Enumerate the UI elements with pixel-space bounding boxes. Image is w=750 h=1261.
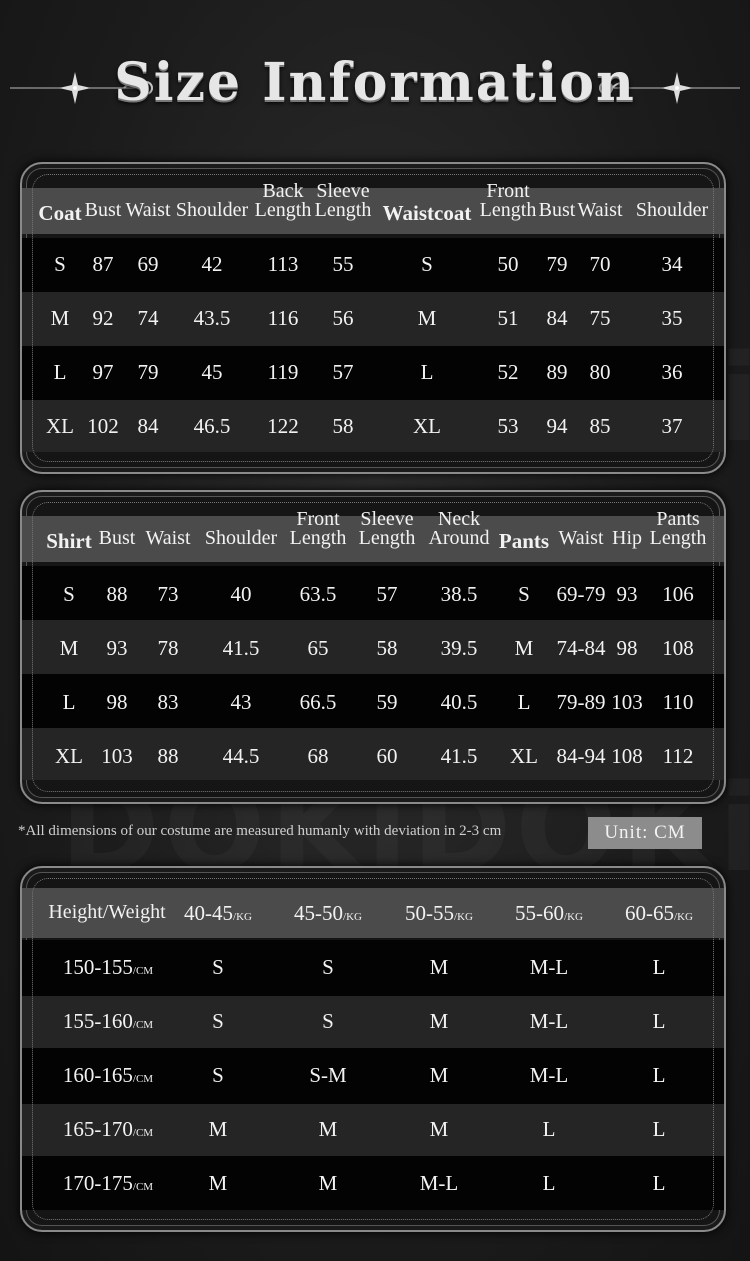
table-label: Coat <box>38 201 82 225</box>
size-cell: S <box>322 1009 334 1033</box>
column-header: Shoulder <box>204 527 278 549</box>
table-cell: 43 <box>230 690 252 714</box>
size-cell: M <box>208 1117 228 1141</box>
table-cell: 119 <box>267 360 299 384</box>
table-cell: 80 <box>589 360 611 384</box>
table-cell: 110 <box>662 690 694 714</box>
table-cell: 83 <box>157 690 179 714</box>
table-cell: 40 <box>230 582 252 606</box>
size-cell: M <box>429 1063 449 1087</box>
table-cell: 40.5 <box>440 690 478 714</box>
table-cell: L <box>420 360 434 384</box>
corner-label: Height/Weight <box>48 901 166 923</box>
table-cell: 34 <box>661 252 683 276</box>
table-cell: 70 <box>589 252 611 276</box>
table-cell: 69 <box>137 252 159 276</box>
table-cell: M <box>50 306 70 330</box>
size-cell: L <box>652 1063 666 1087</box>
size-cell: S <box>212 955 224 979</box>
table-cell: 60 <box>376 744 398 768</box>
weight-unit: /KG <box>233 911 252 923</box>
column-header-top: Sleeve <box>360 508 414 530</box>
size-cell: M <box>429 1117 449 1141</box>
table-cell: 39.5 <box>440 636 478 660</box>
height-range: 150-155 <box>62 955 133 979</box>
table-cell: 68 <box>307 744 329 768</box>
weight-header <box>515 901 583 926</box>
table-cell: 57 <box>376 582 398 606</box>
table-cell: 59 <box>376 690 398 714</box>
column-header: Hip <box>612 527 642 549</box>
table-cell: 108 <box>611 744 643 768</box>
column-header-top: Front <box>296 508 340 530</box>
table-cell: S <box>63 582 75 606</box>
table-cell: 56 <box>332 306 354 330</box>
table-cell: 89 <box>546 360 568 384</box>
weight-header <box>625 901 693 926</box>
table-cell: 74-84 <box>556 636 606 660</box>
size-cell: S-M <box>309 1063 347 1087</box>
table-row <box>22 292 724 346</box>
table-cell: 84-94 <box>556 744 606 768</box>
size-cell: M-L <box>419 1171 459 1195</box>
table-cell: 108 <box>662 636 694 660</box>
column-header: Length <box>289 527 347 549</box>
table-cell: S <box>421 252 433 276</box>
weight-unit: /KG <box>343 911 362 923</box>
title-header <box>0 50 750 130</box>
table-cell: 58 <box>376 636 398 660</box>
column-header: Waist <box>145 527 191 549</box>
table-cell: 51 <box>497 306 519 330</box>
table-cell: 53 <box>497 414 519 438</box>
table-cell: M <box>59 636 79 660</box>
column-header-top: Back <box>262 180 304 202</box>
table-cell: 103 <box>611 690 643 714</box>
table-cell: 93 <box>616 582 638 606</box>
table-label: Pants <box>498 529 550 553</box>
table-cell: 84 <box>546 306 568 330</box>
table-cell: 65 <box>307 636 329 660</box>
column-header: Length <box>314 199 372 221</box>
height-unit: /CM <box>132 1127 154 1139</box>
table-cell: 93 <box>106 636 128 660</box>
table-cell: 84 <box>137 414 159 438</box>
table-cell: S <box>518 582 530 606</box>
table-cell: 55 <box>332 252 354 276</box>
height-range: 165-170 <box>62 1117 133 1141</box>
table-cell: 45 <box>201 360 223 384</box>
column-header: Length <box>479 199 537 221</box>
size-cell: L <box>652 955 666 979</box>
table-cell: 66.5 <box>299 690 337 714</box>
column-header-top: Front <box>486 180 530 202</box>
table-cell: 41.5 <box>440 744 478 768</box>
size-cell: S <box>322 955 334 979</box>
size-cell: M <box>318 1117 338 1141</box>
table-cell: M <box>417 306 437 330</box>
column-header: Shoulder <box>175 199 249 221</box>
table-cell: L <box>53 360 67 384</box>
weight-range: 60-65 <box>625 901 675 925</box>
size-cell: L <box>542 1117 556 1141</box>
coat-waistcoat-table <box>20 162 726 474</box>
table-cell: 73 <box>157 582 179 606</box>
weight-header <box>294 901 362 926</box>
table-row <box>22 238 724 292</box>
size-cell: M <box>318 1171 338 1195</box>
table-label: Waistcoat <box>382 201 472 225</box>
table-cell: 43.5 <box>193 306 231 330</box>
height-range: 160-165 <box>62 1063 133 1087</box>
table-cell: 35 <box>661 306 683 330</box>
size-cell: L <box>652 1171 666 1195</box>
table-cell: 78 <box>157 636 179 660</box>
table-cell: 116 <box>267 306 299 330</box>
page-title: Size Information <box>114 52 636 113</box>
table-cell: 36 <box>661 360 683 384</box>
column-header-top: Neck <box>437 508 481 530</box>
height-weight-table <box>20 866 726 1232</box>
table-cell: 57 <box>332 360 354 384</box>
table-cell: M <box>514 636 534 660</box>
size-cell: L <box>652 1009 666 1033</box>
height-unit: /CM <box>132 965 154 977</box>
table-cell: XL <box>46 414 74 438</box>
table-cell: 98 <box>616 636 638 660</box>
unit-badge: Unit: CM <box>588 817 702 849</box>
table-cell: 79-89 <box>556 690 606 714</box>
table-cell: 94 <box>546 414 568 438</box>
column-header: Length <box>358 527 416 549</box>
table-cell: 79 <box>546 252 568 276</box>
height-label <box>63 1063 153 1088</box>
size-cell: S <box>212 1009 224 1033</box>
table-cell: 38.5 <box>440 582 478 606</box>
table-cell: 74 <box>137 306 159 330</box>
table-cell: 44.5 <box>222 744 260 768</box>
table-cell: 85 <box>589 414 611 438</box>
table-cell: 41.5 <box>222 636 260 660</box>
column-header: Waist <box>558 527 604 549</box>
table-cell: 88 <box>157 744 179 768</box>
table-cell: XL <box>55 744 83 768</box>
size-cell: M-L <box>529 955 569 979</box>
weight-range: 55-60 <box>515 901 565 925</box>
column-header: Bust <box>98 527 136 549</box>
column-header-top: Pants <box>656 508 700 530</box>
table-cell: 63.5 <box>299 582 337 606</box>
table-cell: 52 <box>497 360 519 384</box>
table-cell: 113 <box>267 252 299 276</box>
shirt-pants-table <box>20 490 726 804</box>
height-range: 155-160 <box>62 1009 133 1033</box>
table-cell: 112 <box>662 744 694 768</box>
size-cell: M <box>429 1009 449 1033</box>
weight-header <box>405 901 473 926</box>
table-row <box>22 400 724 452</box>
weight-unit: /KG <box>674 911 693 923</box>
table-cell: L <box>517 690 531 714</box>
weight-unit: /KG <box>454 911 473 923</box>
column-header: Waist <box>577 199 623 221</box>
table-cell: 42 <box>201 252 223 276</box>
column-header: Length <box>254 199 312 221</box>
weight-range: 50-55 <box>405 901 455 925</box>
height-unit: /CM <box>132 1073 154 1085</box>
table-cell: 37 <box>661 414 683 438</box>
table-cell: 46.5 <box>193 414 231 438</box>
weight-header <box>184 901 252 926</box>
table-cell: 122 <box>267 414 299 438</box>
table-cell: XL <box>510 744 538 768</box>
size-cell: L <box>542 1171 556 1195</box>
table-cell: 92 <box>92 306 114 330</box>
height-label <box>63 1117 153 1142</box>
column-header: Waist <box>125 199 171 221</box>
table-cell: XL <box>413 414 441 438</box>
table-cell: S <box>54 252 66 276</box>
table-cell: 75 <box>589 306 611 330</box>
table-cell: 50 <box>497 252 519 276</box>
table-cell: 87 <box>92 252 114 276</box>
height-range: 170-175 <box>62 1171 133 1195</box>
table-cell: 98 <box>106 690 128 714</box>
table-cell: 58 <box>332 414 354 438</box>
size-cell: L <box>652 1117 666 1141</box>
table-cell: L <box>62 690 76 714</box>
height-unit: /CM <box>132 1181 154 1193</box>
column-header: Around <box>428 527 490 549</box>
table-cell: 88 <box>106 582 128 606</box>
table-row <box>22 346 724 400</box>
weight-range: 45-50 <box>294 901 344 925</box>
size-cell: S <box>212 1063 224 1087</box>
table-cell: 106 <box>662 582 694 606</box>
table-cell: 102 <box>87 414 119 438</box>
table-cell: 69-79 <box>556 582 606 606</box>
size-cell: M-L <box>529 1009 569 1033</box>
size-cell: M <box>208 1171 228 1195</box>
size-cell: M <box>429 955 449 979</box>
table-cell: 97 <box>92 360 114 384</box>
table-cell: 79 <box>137 360 159 384</box>
height-label <box>63 1009 153 1034</box>
table-cell: 103 <box>101 744 133 768</box>
column-header-top: Sleeve <box>316 180 370 202</box>
column-header: Length <box>649 527 707 549</box>
height-label <box>63 955 153 980</box>
measurement-note: *All dimensions of our costume are measured humanly with deviation in 2-3 cm <box>18 823 502 839</box>
table-label: Shirt <box>46 529 92 553</box>
weight-range: 40-45 <box>184 901 234 925</box>
column-header: Shoulder <box>635 199 709 221</box>
column-header: Bust <box>538 199 576 221</box>
size-cell: M-L <box>529 1063 569 1087</box>
column-header: Bust <box>84 199 122 221</box>
height-label <box>63 1171 153 1196</box>
weight-unit: /KG <box>564 911 583 923</box>
height-unit: /CM <box>132 1019 154 1031</box>
